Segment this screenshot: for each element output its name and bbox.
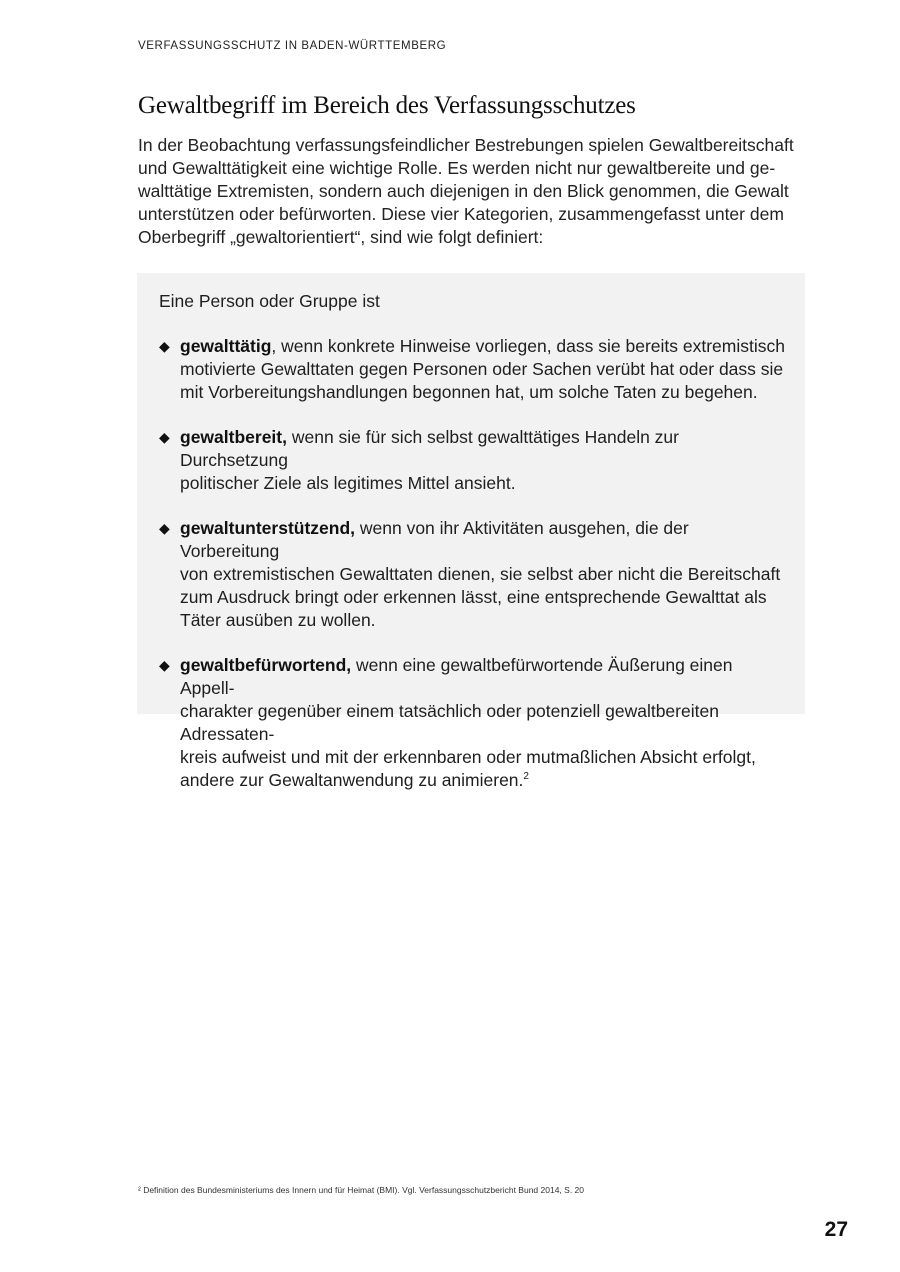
definition-line: zum Ausdruck bringt oder erkennen lässt, eine entsprechende Gewalttat als bbox=[180, 587, 767, 607]
definition-line: wenn sie für sich selbst gewalttätiges Handeln zur Durchsetzung bbox=[180, 427, 679, 470]
diamond-bullet-icon: ◆ bbox=[159, 338, 170, 354]
definition-line: von extremistischen Gewalttaten dienen, sie selbst aber nicht die Bereitschaft bbox=[180, 564, 781, 584]
definition-item-gewaltunterstuetzend bbox=[137, 517, 805, 632]
definition-list bbox=[137, 335, 805, 814]
footnote: ² Definition des Bundesministeriums des Innern und für Heimat (BMI). Vgl. Verfassungsschutzbericht Bund 2014, S. 20 bbox=[138, 1185, 585, 1195]
definition-line: motivierte Gewalttaten gegen Personen oder Sachen verübt hat oder dass sie bbox=[180, 359, 784, 379]
definition-term: gewaltbefürwortend, bbox=[180, 655, 352, 675]
definition-line: kreis aufweist und mit der erkennbaren oder mutmaßlichen Absicht erfolgt, bbox=[180, 747, 756, 767]
intro-line: unterstützen oder befürworten. Diese vier Kategorien, zusammengefasst unter dem bbox=[138, 204, 784, 224]
diamond-bullet-icon: ◆ bbox=[159, 429, 170, 445]
box-lead-text: Eine Person oder Gruppe ist bbox=[159, 291, 380, 311]
definition-term: gewalttätig bbox=[180, 336, 272, 356]
definition-line: charakter gegenüber einem tatsächlich oder potenziell gewaltbereiten Adressaten- bbox=[180, 701, 719, 744]
definition-term: gewaltbereit, bbox=[180, 427, 287, 447]
intro-paragraph bbox=[138, 134, 798, 249]
diamond-bullet-icon: ◆ bbox=[159, 520, 170, 536]
definition-item-gewaltbereit bbox=[137, 426, 805, 495]
intro-line: und Gewalttätigkeit eine wichtige Rolle. Es werden nicht nur gewaltbereite und ge- bbox=[138, 158, 776, 178]
definition-line: wenn von ihr Aktivitäten ausgehen, die der Vorbereitung bbox=[180, 518, 689, 561]
definition-line: , wenn konkrete Hinweise vorliegen, dass sie bereits extremistisch bbox=[271, 336, 785, 356]
definition-line: Täter ausüben zu wollen. bbox=[180, 610, 376, 630]
definition-line: andere zur Gewaltanwendung zu animieren. bbox=[180, 770, 524, 790]
footnote-reference: 2 bbox=[523, 771, 529, 783]
definition-line: mit Vorbereitungshandlungen begonnen hat, um solche Taten zu begehen. bbox=[180, 382, 758, 402]
definition-item-gewalttaetig bbox=[137, 335, 805, 404]
diamond-bullet-icon: ◆ bbox=[159, 657, 170, 673]
definition-term: gewaltunterstützend, bbox=[180, 518, 356, 538]
definition-item-gewaltbefuerwortend bbox=[137, 654, 805, 792]
intro-line: In der Beobachtung verfassungsfeindlicher Bestrebungen spielen Gewaltbereitschaft bbox=[138, 135, 794, 155]
section-title: Gewaltbegriff im Bereich des Verfassungsschutzes bbox=[138, 92, 636, 119]
definition-line: politischer Ziele als legitimes Mittel ansieht. bbox=[180, 473, 516, 493]
page-number: 27 bbox=[824, 1218, 848, 1241]
intro-line: walttätige Extremisten, sondern auch diejenigen in den Blick genommen, die Gewalt bbox=[138, 181, 789, 201]
definition-line: wenn eine gewaltbefürwortende Äußerung einen Appell- bbox=[180, 655, 733, 698]
running-header: VERFASSUNGSSCHUTZ IN BADEN-WÜRTTEMBERG bbox=[138, 40, 447, 52]
definition-box bbox=[137, 273, 805, 790]
intro-line: Oberbegriff „gewaltorientiert“, sind wie folgt definiert: bbox=[138, 227, 544, 247]
